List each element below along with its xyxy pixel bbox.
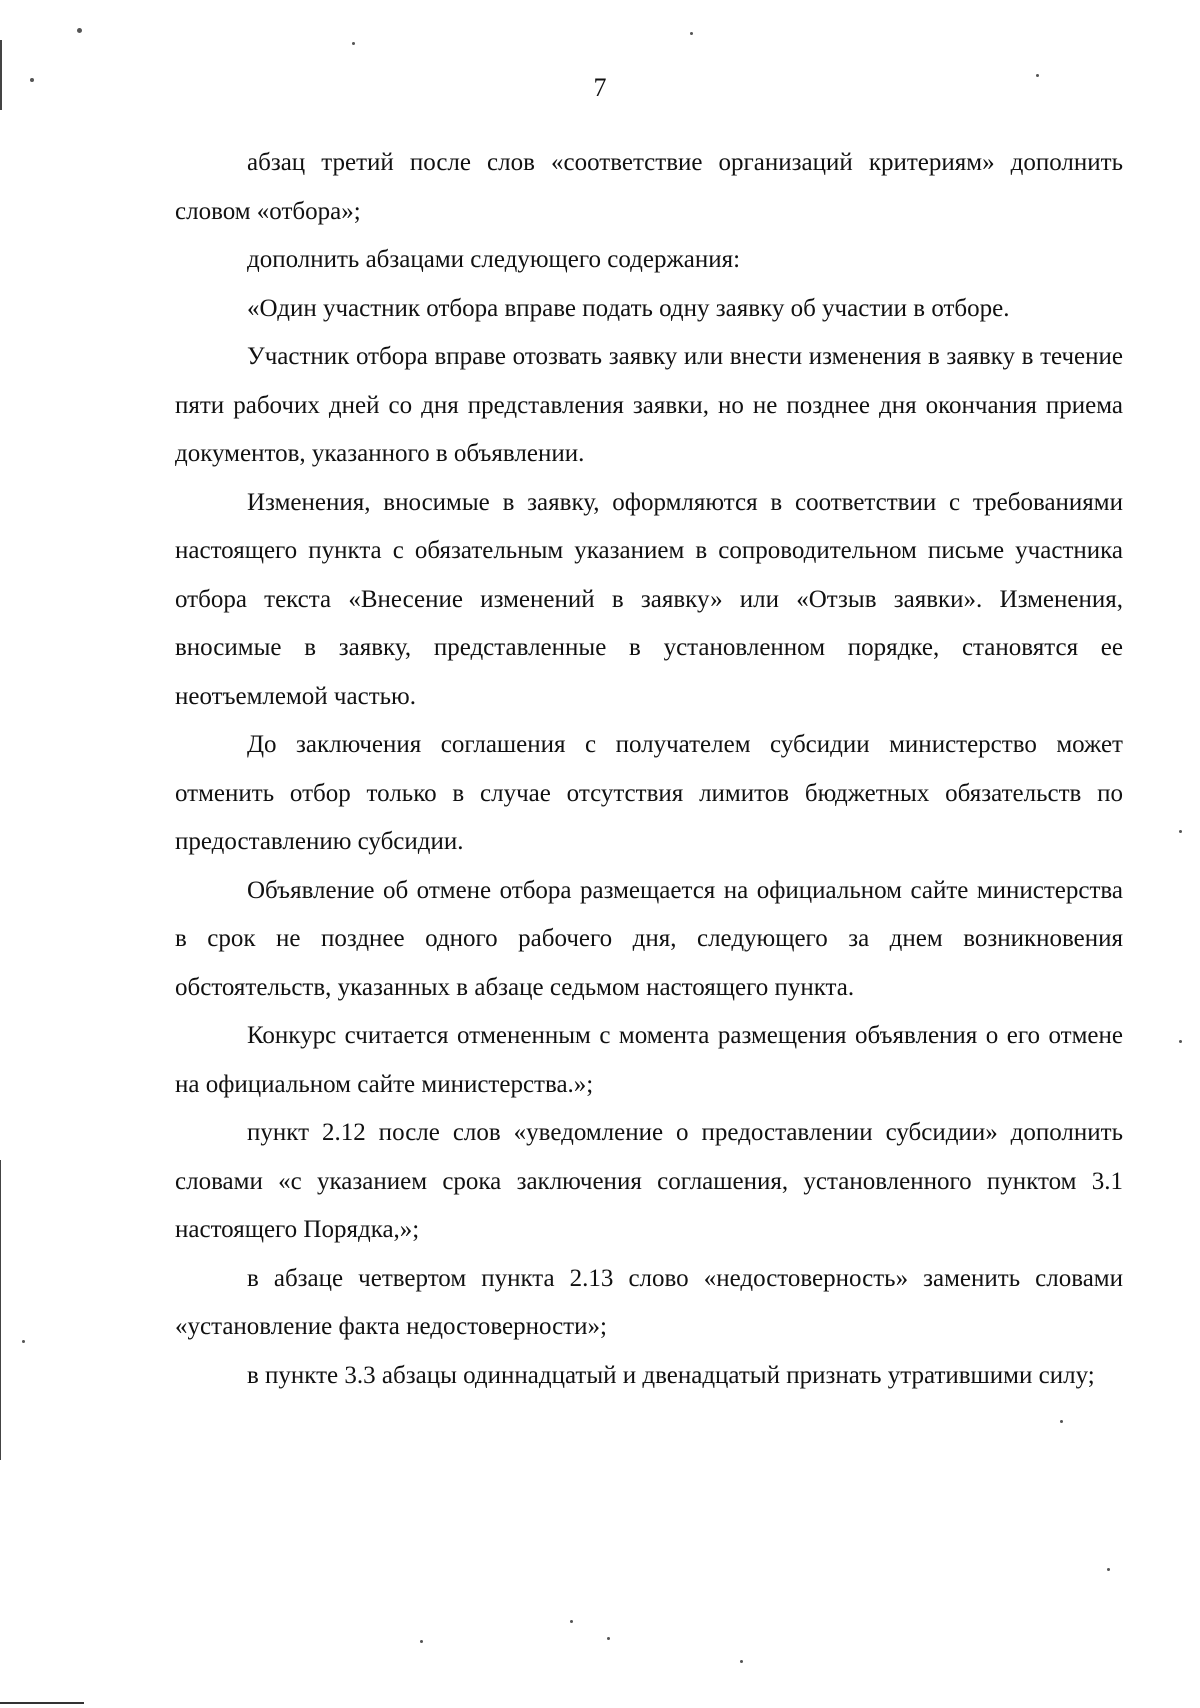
scan-edge-rule (0, 1702, 84, 1704)
paragraph: в пункте 3.3 абзацы одиннадцатый и двенадцатый признать утратившими силу; (247, 1361, 1095, 1389)
paragraph: «Один участник отбора вправе подать одну заявку об участии в отборе. (247, 294, 1010, 322)
paragraph: в абзаце четвертом пункта 2.13 слово «недостоверность» заменить словами «установление факта недостоверности»; (175, 1264, 1123, 1340)
scan-speck (77, 28, 82, 33)
scan-speck (740, 1660, 743, 1663)
scan-edge-mark (0, 1160, 1, 1460)
paragraph: пункт 2.12 после слов «уведомление о предоставлении субсидии» дополнить словами «с указанием срока заключения соглашения, установленного пунктом 3.1 настоящего Порядка,»; (175, 1119, 1123, 1243)
scan-speck (1060, 1420, 1063, 1423)
scan-speck (607, 1637, 610, 1640)
scan-speck (570, 1620, 573, 1623)
paragraph: дополнить абзацами следующего содержания: (247, 246, 741, 273)
paragraph: Объявление об отмене отбора размещается на официальном сайте министерства в срок не позднее одного рабочего дня, следующего за днем возникновения обстоятельств, указанных в абзаце седьмом настоящего пункта. (175, 876, 1123, 1001)
scan-speck (1107, 1568, 1110, 1571)
paragraph: Участник отбора вправе отозвать заявку или внести изменения в заявку в течение пяти рабочих дней со дня представления заявки, но не позднее дня окончания приема документов, указанного в объявлении. (175, 343, 1123, 467)
scan-speck (22, 1340, 25, 1343)
scan-speck (352, 42, 355, 45)
scan-speck (1179, 1040, 1182, 1043)
scan-speck (420, 1640, 423, 1643)
paragraph: абзац третий после слов «соответствие организаций критериям» дополнить словом «отбора»; (175, 149, 1123, 225)
scan-speck (1179, 830, 1182, 833)
paragraph: Конкурс считается отмененным с момента размещения объявления о его отмене на официальном сайте министерства.»; (175, 1022, 1123, 1098)
paragraph: До заключения соглашения с получателем субсидии министерство может отменить отбор только в случае отсутствия лимитов бюджетных обязательств по предоставлению субсидии. (175, 731, 1123, 855)
paragraph: Изменения, вносимые в заявку, оформляются в соответствии с требованиями настоящего пункта с обязательным указанием в сопроводительном письме участника отбора текста «Внесение изменений в заявку» или «Отзыв заявки». Изменения, вносимые в заявку, представленные в установленном порядке, становятся ее неотъемлемой частью. (175, 488, 1123, 710)
page-number: 7 (593, 73, 607, 102)
scan-speck (690, 32, 693, 35)
document-body (175, 139, 1123, 1400)
